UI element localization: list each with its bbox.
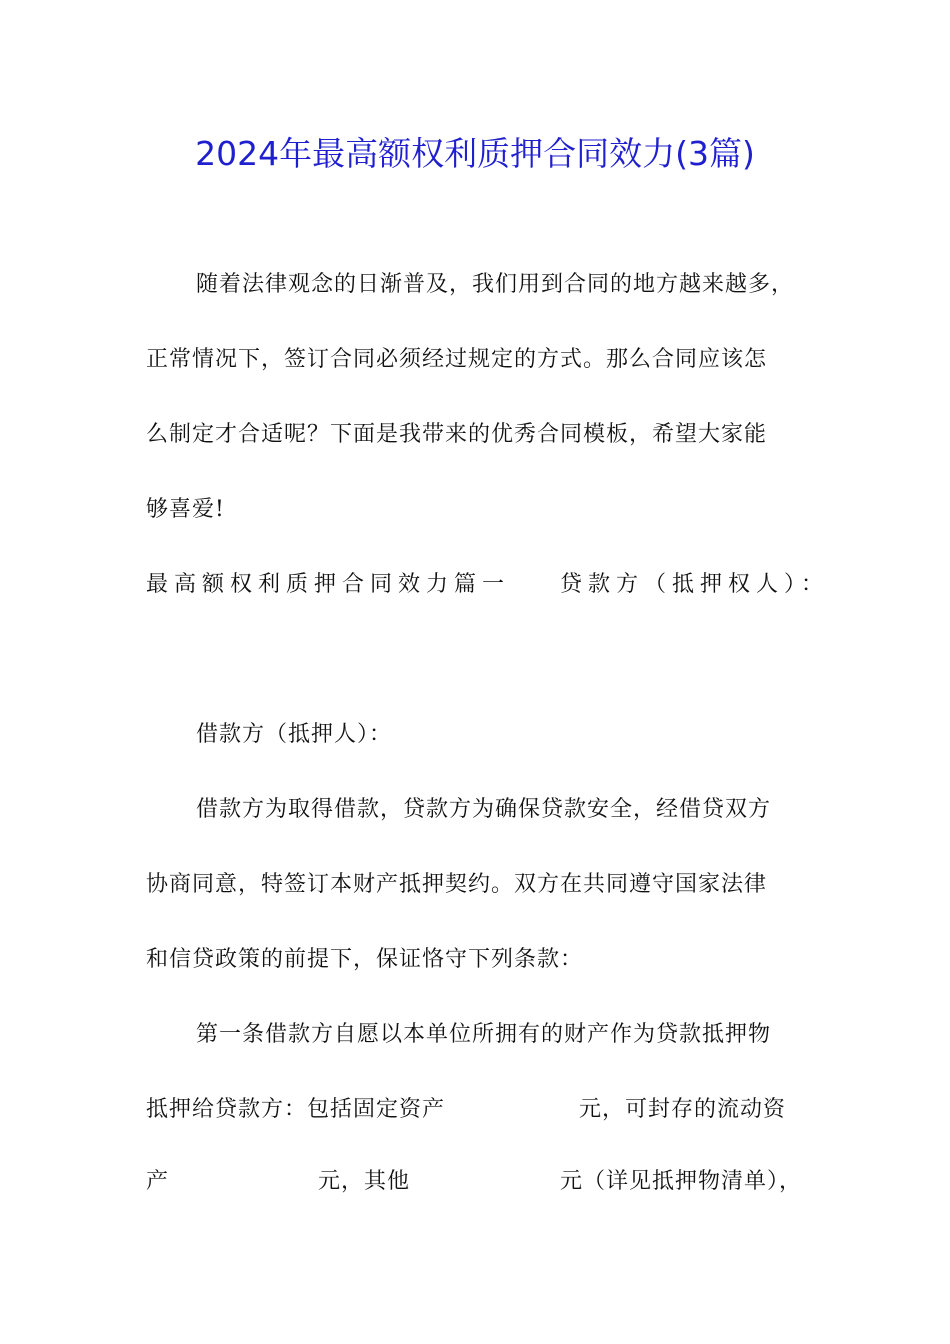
paragraph-line: 正常情况下，签订合同必须经过规定的方式。那么合同应该怎 bbox=[146, 347, 768, 372]
paragraph-line: 和信贷政策的前提下，保证恪守下列条款： bbox=[146, 947, 584, 972]
paragraph-line: 随着法律观念的日渐普及，我们用到合同的地方越来越多， bbox=[196, 272, 795, 297]
paragraph-line: 么制定才合适呢？下面是我带来的优秀合同模板，希望大家能 bbox=[146, 422, 768, 447]
paragraph-line: 够喜爱! bbox=[146, 497, 225, 522]
page-title: 2024年最高额权利质押合同效力(3篇) bbox=[195, 134, 755, 173]
section-heading: 最高额权利质押合同效力篇一 bbox=[146, 572, 511, 597]
paragraph-line: 抵押给贷款方：包括固定资产 bbox=[146, 1097, 446, 1122]
borrower-label: 借款方（抵押人）： bbox=[196, 722, 393, 747]
paragraph-line: 元（详见抵押物清单）， bbox=[560, 1169, 803, 1194]
paragraph-line: 第一条借款方自愿以本单位所拥有的财产作为贷款抵押物 bbox=[196, 1022, 772, 1047]
lender-label: 贷款方（抵押权人）： bbox=[560, 572, 830, 597]
paragraph-line: 元，其他 bbox=[318, 1169, 411, 1194]
paragraph-line: 元，可封存的流动资 bbox=[579, 1097, 787, 1122]
paragraph-line: 协商同意，特签订本财产抵押契约。双方在共同遵守国家法律 bbox=[146, 872, 768, 897]
paragraph-line: 借款方为取得借款，贷款方为确保贷款安全，经借贷双方 bbox=[196, 797, 772, 822]
paragraph-line: 产 bbox=[146, 1169, 170, 1194]
